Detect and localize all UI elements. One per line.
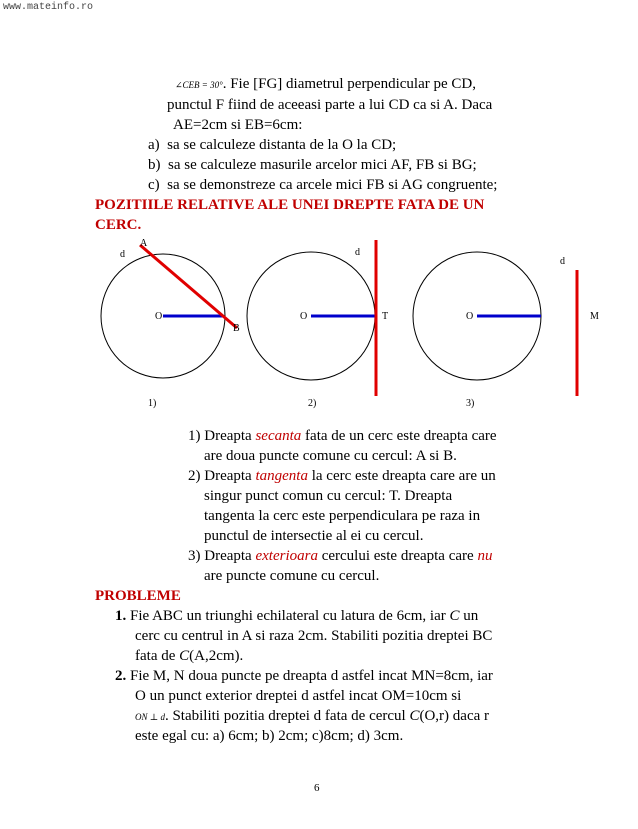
label-A: A xyxy=(140,238,148,249)
item-text: sa se calculeze masurile arcelor mici AF, FB si BG; xyxy=(168,157,477,173)
problem-2-line-4: este egal cu: a) 6cm; b) 2cm; c)8cm; d) 3cm. xyxy=(135,728,404,744)
label-M: M xyxy=(590,311,599,322)
problem-text: Fie M, N doua puncte pe dreapta d astfel incat MN=8cm, iar xyxy=(130,668,493,684)
problem-text: Fie ABC un triunghi echilateral cu latura de 6cm, iar xyxy=(130,608,450,624)
page-number: 6 xyxy=(314,782,320,794)
problem-text: (O,r) daca r xyxy=(419,708,490,724)
label-O-1: O xyxy=(155,311,163,322)
label-d-3: d xyxy=(560,256,565,267)
definition-pre: Dreapta xyxy=(204,468,256,484)
intro-line-2: punctul F fiind de aceeasi parte a lui CD ca si A. Daca xyxy=(167,97,493,113)
definition-2-cont-3: punctul de intersectie al ei cu cercul. xyxy=(204,528,424,544)
definition-post: la cerc este dreapta care are un xyxy=(307,468,496,484)
problem-text: fata de xyxy=(135,648,180,664)
label-d-2: d xyxy=(355,247,360,258)
watermark: www.mateinfo.ro xyxy=(3,2,94,13)
label-B: B xyxy=(233,323,240,334)
problem-2-line-1 xyxy=(115,666,493,686)
caption-2: 2) xyxy=(308,398,317,409)
angle-formula: ∠CEB = 30° xyxy=(175,80,223,90)
definition-2 xyxy=(188,466,496,486)
item-text: sa se demonstreze ca arcele mici FB si AG congruente; xyxy=(167,177,498,193)
item-marker: b) xyxy=(148,157,161,173)
problem-number: 1. xyxy=(115,608,127,624)
definition-3 xyxy=(188,546,492,566)
definition-post: fata de un cerc este dreapta care xyxy=(301,428,497,444)
definition-1 xyxy=(188,426,497,446)
definition-2-cont-2: tangenta la cerc este perpendiculara pe raza in xyxy=(204,508,481,524)
label-O-2: O xyxy=(300,311,308,322)
label-T: T xyxy=(382,311,389,322)
section-title-line-1: POZITIILE RELATIVE ALE UNEI DREPTE FATA DE UN xyxy=(95,197,485,213)
definition-number: 2) xyxy=(188,468,201,484)
definition-pre: Dreapta xyxy=(204,428,256,444)
problem-text: (A,2cm). xyxy=(189,648,244,664)
intro-line-3: AE=2cm si EB=6cm: xyxy=(173,117,303,133)
problem-text: un xyxy=(459,608,479,624)
item-text: sa se calculeze distanta de la O la CD; xyxy=(167,137,397,153)
definition-2-cont-1: singur punct comun cu cercul: T. Dreapta xyxy=(204,488,453,504)
perpendicular-formula: ON ⊥ d xyxy=(135,712,165,722)
label-d-1: d xyxy=(120,249,125,260)
intro-line-1-text: . Fie [FG] diametrul perpendicular pe CD, xyxy=(222,76,476,92)
problem-1-line-3 xyxy=(135,646,243,666)
item-marker: a) xyxy=(148,137,160,153)
definition-number: 3) xyxy=(188,548,201,564)
term-exterioara: exterioara xyxy=(255,548,318,564)
label-O-3: O xyxy=(466,311,474,322)
definition-post: cercului este dreapta care xyxy=(317,548,478,564)
term-nu: nu xyxy=(477,548,493,564)
problem-1-line-2: cerc cu centrul in A si raza 2cm. Stabiliti pozitia dreptei BC xyxy=(135,628,493,644)
problem-2-line-3 xyxy=(135,706,489,727)
caption-3: 3) xyxy=(466,398,475,409)
problem-2-line-2: O un punct exterior dreptei d astfel incat OM=10cm si xyxy=(135,688,462,704)
section-title-line-2: CERC. xyxy=(95,217,142,233)
definition-1-cont-1: are doua puncte comune cu cercul: A si B. xyxy=(204,448,457,464)
item-marker: c) xyxy=(148,177,160,193)
circle-symbol: C xyxy=(409,708,420,724)
problem-text: . Stabiliti pozitia dreptei d fata de cercul xyxy=(164,708,410,724)
caption-1: 1) xyxy=(148,398,157,409)
definition-pre: Dreapta xyxy=(204,548,256,564)
problem-number: 2. xyxy=(115,668,127,684)
problems-title: PROBLEME xyxy=(95,588,181,604)
circle-symbol: C xyxy=(449,608,460,624)
problem-1-line-1 xyxy=(115,606,478,626)
definition-3-cont-1: are puncte comune cu cercul. xyxy=(204,568,380,584)
circle-symbol: C xyxy=(179,648,190,664)
term-secanta: secanta xyxy=(255,428,302,444)
term-tangenta: tangenta xyxy=(255,468,308,484)
definition-number: 1) xyxy=(188,428,201,444)
